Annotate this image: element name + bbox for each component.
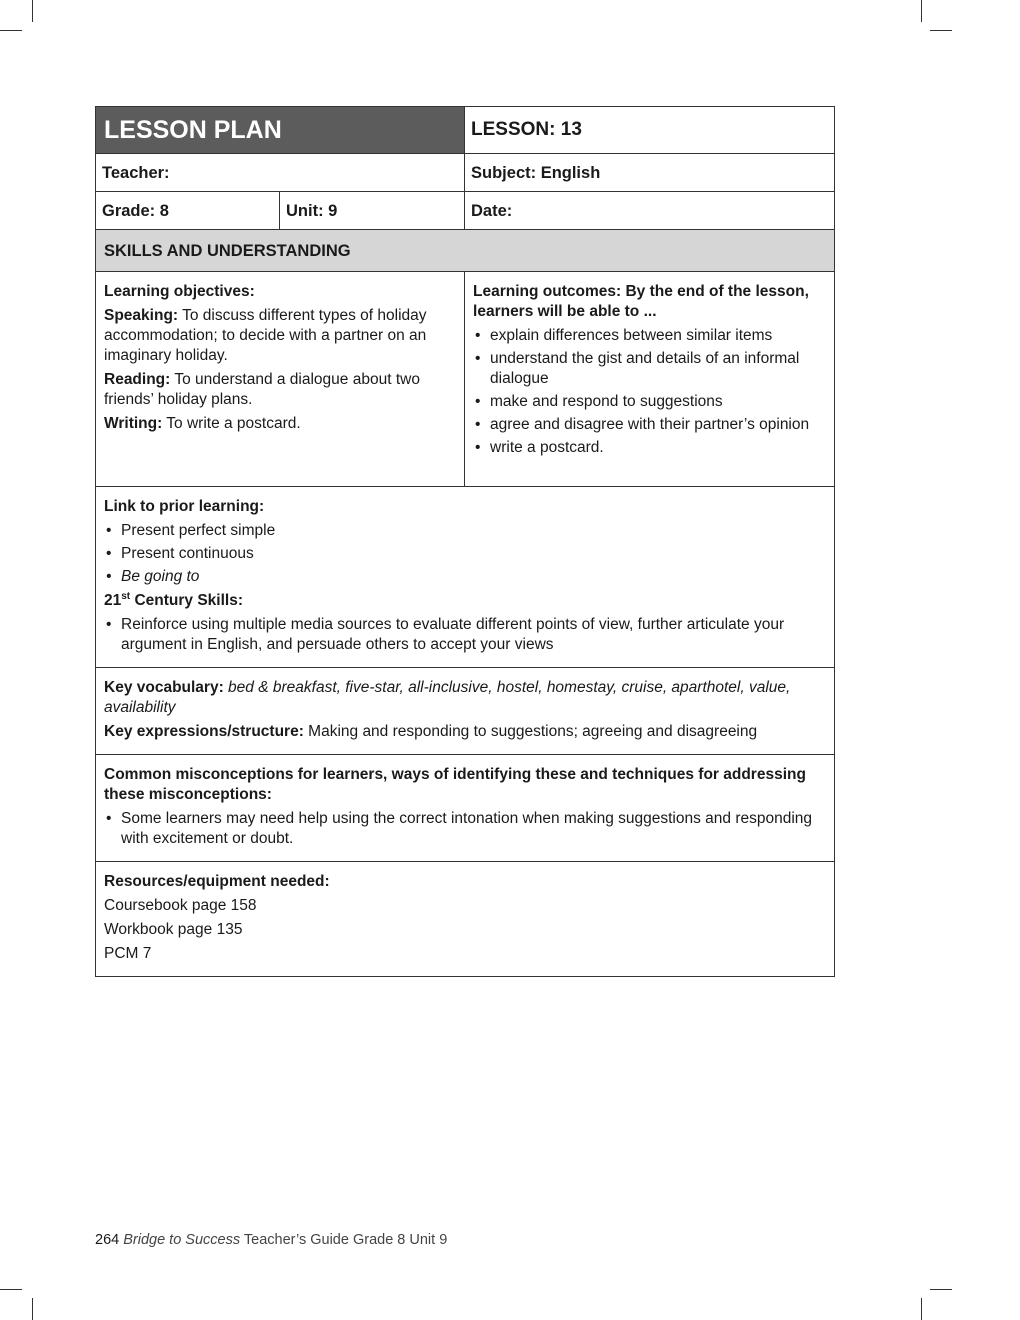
crop-mark (32, 1298, 33, 1320)
resource-item: Workbook page 135 (104, 921, 243, 938)
crop-mark (0, 1289, 22, 1290)
unit-field: Unit: 9 (280, 192, 465, 230)
vocabulary-cell (96, 668, 835, 755)
teacher-field: Teacher: (96, 154, 465, 192)
objective-speaking: Speaking: To discuss different types of holiday accommodation; to decide with a partner on an imaginary holiday. (104, 307, 427, 364)
prior-learning-heading: Link to prior learning: (104, 498, 265, 515)
date-field: Date: (465, 192, 835, 230)
crop-mark (0, 30, 22, 31)
page-number: 264 (95, 1232, 120, 1248)
list-item: • Present perfect simple (104, 521, 826, 541)
key-expressions: Key expressions/structure: Making and responding to suggestions; agreeing and disagreeing (104, 723, 758, 740)
misconceptions-cell (96, 755, 835, 862)
list-item: • Reinforce using multiple media sources to evaluate different points of view, further articulate your argument in English, and persuade others to accept your views (104, 615, 826, 655)
crop-mark (930, 1289, 952, 1290)
resource-item: PCM 7 (104, 945, 152, 962)
misconceptions-list (104, 809, 826, 849)
resources-cell (96, 862, 835, 977)
grade-field: Grade: 8 (96, 192, 280, 230)
page-footer (95, 1232, 447, 1248)
prior-learning-list (104, 521, 826, 587)
skills-heading: SKILLS AND UNDERSTANDING (96, 230, 835, 272)
footer-caption: Teacher’s Guide Grade 8 Unit 9 (240, 1232, 448, 1248)
lesson-plan-table (95, 106, 835, 977)
list-item: • write a postcard. (473, 438, 826, 458)
list-item: • Some learners may need help using the correct intonation when making suggestions and responding with excitement or doubt. (104, 809, 826, 849)
lesson-plan-title: LESSON PLAN (96, 107, 465, 154)
crop-mark (921, 0, 922, 22)
list-item: • explain differences between similar items (473, 326, 826, 346)
learning-objectives-cell (96, 272, 465, 487)
prior-learning-cell (96, 487, 835, 668)
list-item: • understand the gist and details of an informal dialogue (473, 349, 826, 389)
outcomes-list (473, 326, 826, 458)
crop-mark (921, 1298, 922, 1320)
century-skills-list (104, 615, 826, 655)
objective-reading: Reading: To understand a dialogue about two friends’ holiday plans. (104, 371, 420, 408)
subject-field: Subject: English (465, 154, 835, 192)
crop-mark (930, 30, 952, 31)
objectives-heading: Learning objectives: (104, 283, 255, 300)
resource-item: Coursebook page 158 (104, 897, 257, 914)
century-skills-heading: 21st Century Skills: (104, 590, 243, 609)
objective-writing: Writing: To write a postcard. (104, 415, 301, 432)
crop-mark (32, 0, 33, 22)
list-item: • Present continuous (104, 544, 826, 564)
misconceptions-heading: Common misconceptions for learners, ways of identifying these and techniques for addressing these misconceptions: (104, 766, 806, 803)
learning-outcomes-cell (465, 272, 835, 487)
outcomes-heading: Learning outcomes: By the end of the lesson, learners will be able to ... (473, 283, 809, 320)
list-item: • make and respond to suggestions (473, 392, 826, 412)
lesson-number: LESSON: 13 (465, 107, 835, 154)
key-vocabulary: Key vocabulary: bed & breakfast, five-star, all-inclusive, hostel, homestay, cruise, aparthotel, value, availability (104, 679, 791, 716)
list-item: • agree and disagree with their partner’s opinion (473, 415, 826, 435)
book-title: Bridge to Success (123, 1232, 241, 1248)
list-item: • Be going to (104, 567, 826, 587)
resources-heading: Resources/equipment needed: (104, 873, 330, 890)
